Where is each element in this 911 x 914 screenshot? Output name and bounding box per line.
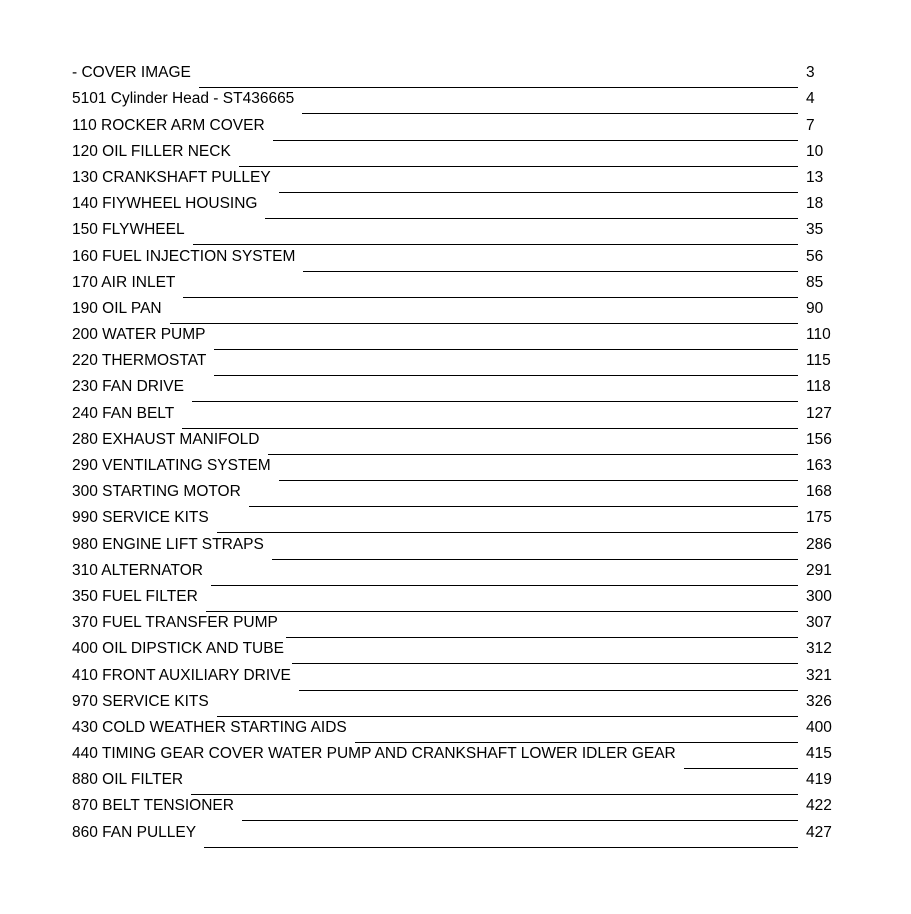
toc-entry-page-number[interactable]: 326 — [806, 692, 832, 710]
toc-entry-title[interactable]: 990 SERVICE KITS — [72, 509, 209, 527]
toc-entry[interactable] — [72, 318, 834, 344]
toc-leader-line — [279, 480, 798, 481]
toc-entry-title[interactable]: 870 BELT TENSIONER — [72, 797, 234, 815]
toc-leader-line — [211, 585, 798, 586]
toc-entry-page-number[interactable]: 35 — [806, 221, 824, 239]
toc-entry-title[interactable]: 410 FRONT AUXILIARY DRIVE — [72, 666, 291, 684]
toc-leader-line — [286, 637, 798, 638]
toc-entry-page-number[interactable]: 127 — [806, 404, 832, 422]
toc-entry-title[interactable]: 370 FUEL TRANSFER PUMP — [72, 614, 278, 632]
toc-entry-title[interactable]: 400 OIL DIPSTICK AND TUBE — [72, 640, 284, 658]
toc-entry-page-number[interactable]: 56 — [806, 247, 824, 265]
toc-entry[interactable] — [72, 815, 834, 841]
toc-entry-title[interactable]: 350 FUEL FILTER — [72, 587, 198, 605]
toc-entry-page-number[interactable]: 312 — [806, 640, 832, 658]
toc-leader-line — [214, 375, 798, 376]
toc-leader-line — [199, 87, 798, 88]
toc-entry[interactable] — [72, 161, 834, 187]
toc-entry-page-number[interactable]: 90 — [806, 299, 824, 317]
toc-entry-title[interactable]: 860 FAN PULLEY — [72, 823, 197, 841]
toc-leader-line — [193, 244, 798, 245]
toc-entry[interactable] — [72, 554, 834, 580]
toc-entry-title[interactable]: 140 FIYWHEEL HOUSING — [72, 195, 258, 213]
toc-entry-title[interactable]: 220 THERMOSTAT — [72, 352, 207, 370]
toc-entry-page-number[interactable]: 4 — [806, 90, 815, 108]
toc-entry[interactable] — [72, 449, 834, 475]
toc-entry-title[interactable]: 150 FLYWHEEL — [72, 221, 185, 239]
toc-entry[interactable] — [72, 789, 834, 815]
toc-entry[interactable] — [72, 685, 834, 711]
toc-entry[interactable] — [72, 711, 834, 737]
toc-leader-line — [265, 218, 798, 219]
toc-leader-line — [204, 847, 798, 848]
toc-entry-title[interactable]: 290 VENTILATING SYSTEM — [72, 457, 271, 474]
toc-entry-page-number[interactable]: 156 — [806, 430, 832, 448]
toc-entry-title[interactable]: 170 AIR INLET — [72, 273, 176, 291]
toc-entry-page-number[interactable]: 307 — [806, 614, 832, 632]
toc-leader-line — [192, 401, 798, 402]
toc-leader-line — [242, 820, 798, 821]
toc-entry-page-number[interactable]: 10 — [806, 142, 824, 160]
toc-entry-title[interactable]: 5101 Cylinder Head - ST436665 — [72, 90, 295, 108]
toc-entry-page-number[interactable]: 300 — [806, 587, 832, 605]
toc-entry-title[interactable]: 130 CRANKSHAFT PULLEY — [72, 168, 271, 186]
toc-leader-line — [273, 140, 798, 141]
toc-entry-title[interactable]: - COVER IMAGE — [72, 64, 191, 82]
toc-leader-line — [292, 663, 798, 664]
toc-entry[interactable] — [72, 658, 834, 684]
toc-entry[interactable] — [72, 501, 834, 527]
toc-entry-title[interactable]: 120 OIL FILLER NECK — [72, 142, 231, 160]
toc-entry-page-number[interactable]: 115 — [806, 352, 831, 370]
toc-leader-line — [279, 192, 798, 193]
toc-entry-title[interactable]: 310 ALTERNATOR — [72, 561, 203, 579]
toc-entry-title[interactable]: 980 ENGINE LIFT STRAPS — [72, 535, 264, 553]
toc-entry-title[interactable]: 300 STARTING MOTOR — [72, 483, 241, 501]
toc-entry-page-number[interactable]: 422 — [806, 797, 832, 815]
toc-entry[interactable] — [72, 580, 834, 606]
toc-leader-line — [302, 113, 798, 114]
toc-entry-title[interactable]: 970 SERVICE KITS — [72, 692, 209, 710]
toc-entry-page-number[interactable]: 321 — [806, 666, 832, 684]
toc-entry[interactable] — [72, 213, 834, 239]
toc-entry-title[interactable]: 110 ROCKER ARM COVER — [72, 116, 265, 134]
toc-entry-title[interactable]: 190 OIL PAN — [72, 299, 162, 317]
toc-entry[interactable] — [72, 423, 834, 449]
toc-entry[interactable] — [72, 632, 834, 658]
toc-entry-page-number[interactable]: 163 — [806, 457, 832, 474]
toc-entry-page-number[interactable]: 168 — [806, 483, 832, 501]
toc-entry-title[interactable]: 160 FUEL INJECTION SYSTEM — [72, 247, 296, 265]
toc-entry-title[interactable]: 430 COLD WEATHER STARTING AIDS — [72, 718, 347, 736]
toc-leader-line — [303, 271, 798, 272]
toc-leader-line — [183, 297, 798, 298]
toc-leader-line — [170, 323, 798, 324]
toc-entry-title[interactable]: 440 TIMING GEAR COVER WATER PUMP AND CRANKSHAFT LOWER IDLER GEAR — [72, 745, 676, 763]
toc-entry[interactable] — [72, 737, 834, 763]
toc-entry-title[interactable]: 280 EXHAUST MANIFOLD — [72, 430, 260, 448]
toc-leader-line — [191, 794, 798, 795]
toc-entry[interactable] — [72, 239, 834, 265]
toc-entry-page-number[interactable]: 3 — [806, 64, 815, 82]
toc-entry-page-number[interactable]: 85 — [806, 273, 824, 291]
toc-entry-page-number[interactable]: 419 — [806, 771, 832, 789]
toc-entry-page-number[interactable]: 7 — [806, 116, 815, 134]
toc-entry-title[interactable]: 880 OIL FILTER — [72, 771, 184, 789]
toc-leader-line — [217, 532, 798, 533]
toc-list — [72, 56, 834, 842]
toc-leader-line — [239, 166, 798, 167]
toc-leader-line — [268, 454, 799, 455]
toc-entry-page-number[interactable]: 110 — [806, 326, 831, 344]
toc-leader-line — [182, 428, 798, 429]
toc-entry[interactable] — [72, 82, 834, 108]
toc-leader-line — [272, 559, 798, 560]
toc-entry[interactable] — [72, 396, 834, 422]
toc-entry-page-number[interactable]: 118 — [806, 378, 831, 396]
toc-entry-page-number[interactable]: 18 — [806, 195, 824, 213]
toc-entry[interactable] — [72, 187, 834, 213]
toc-entry-page-number[interactable]: 415 — [806, 745, 832, 763]
toc-leader-line — [217, 716, 798, 717]
toc-leader-line — [214, 349, 799, 350]
toc-entry-page-number[interactable]: 175 — [806, 509, 832, 527]
toc-entry-page-number[interactable]: 286 — [806, 535, 832, 553]
toc-entry[interactable] — [72, 527, 834, 553]
toc-entry[interactable] — [72, 56, 834, 82]
toc-entry-page-number[interactable]: 291 — [806, 561, 832, 579]
toc-leader-line — [684, 768, 798, 769]
toc-entry-page-number[interactable]: 13 — [806, 168, 824, 186]
toc-leader-line — [206, 611, 798, 612]
toc-leader-line — [299, 690, 798, 691]
toc-entry-title[interactable]: 240 FAN BELT — [72, 404, 175, 422]
toc-leader-line — [355, 742, 798, 743]
toc-entry[interactable] — [72, 292, 834, 318]
toc-entry[interactable] — [72, 606, 834, 632]
toc-entry[interactable] — [72, 135, 834, 161]
toc-entry-title[interactable]: 230 FAN DRIVE — [72, 378, 184, 396]
toc-entry[interactable] — [72, 108, 834, 134]
toc-entry[interactable] — [72, 475, 834, 501]
toc-leader-line — [249, 506, 798, 507]
toc-entry[interactable] — [72, 266, 834, 292]
toc-entry-page-number[interactable]: 400 — [806, 718, 832, 736]
toc-entry[interactable] — [72, 763, 834, 789]
toc-entry[interactable] — [72, 370, 834, 396]
toc-entry[interactable] — [72, 344, 834, 370]
toc-entry-page-number[interactable]: 427 — [806, 823, 832, 841]
toc-entry-title[interactable]: 200 WATER PUMP — [72, 326, 206, 344]
